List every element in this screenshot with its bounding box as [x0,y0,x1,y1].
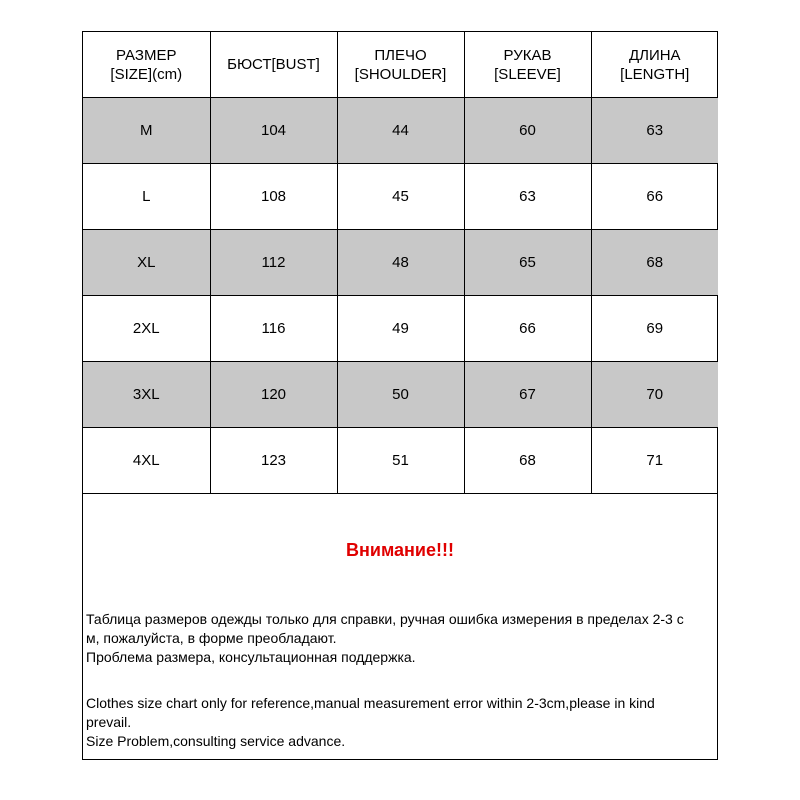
cell-shoulder: 48 [337,230,464,296]
cell-sleeve: 68 [464,428,591,494]
cell-length: 70 [591,362,718,428]
header-shoulder-ru: ПЛЕЧО [374,46,427,64]
header-sleeve-en: [SLEEVE] [494,65,561,83]
notice-en-line: Size Problem,consulting service advance. [86,733,346,749]
header-shoulder [337,32,464,98]
notice-en-line: prevail. [86,714,132,730]
cell-size: 4XL [83,428,210,494]
cell-size: 3XL [83,362,210,428]
warning-heading: Внимание!!! [346,540,454,560]
cell-shoulder: 49 [337,296,464,362]
cell-length: 69 [591,296,718,362]
size-table [83,32,718,494]
table-row [83,296,718,362]
cell-size: XL [83,230,210,296]
cell-length: 68 [591,230,718,296]
cell-size: M [83,98,210,164]
cell-sleeve: 63 [464,164,591,230]
cell-length: 66 [591,164,718,230]
header-size-en: [SIZE](cm) [110,65,183,83]
cell-shoulder: 51 [337,428,464,494]
table-row [83,362,718,428]
header-length-ru: ДЛИНА [628,46,681,64]
notice-text-en [86,694,714,751]
cell-bust: 120 [210,362,337,428]
cell-length: 63 [591,98,718,164]
size-chart-sheet [82,31,718,760]
header-sleeve [464,32,591,98]
cell-size: 2XL [83,296,210,362]
cell-bust: 108 [210,164,337,230]
notice-text-ru [86,610,714,667]
cell-shoulder: 45 [337,164,464,230]
cell-bust: 112 [210,230,337,296]
cell-sleeve: 65 [464,230,591,296]
cell-bust: 123 [210,428,337,494]
header-bust [210,32,337,98]
header-size [83,32,210,98]
header-length [591,32,718,98]
table-row [83,230,718,296]
cell-shoulder: 50 [337,362,464,428]
cell-bust: 116 [210,296,337,362]
cell-shoulder: 44 [337,98,464,164]
notice-en-line: Clothes size chart only for reference,manual measurement error within 2-3cm,please in kind [86,695,655,711]
cell-length: 71 [591,428,718,494]
notice-ru-line: Таблица размеров одежды только для справки, ручная ошибка измерения в пределах 2-3 с [86,611,684,627]
notice-section [83,494,717,759]
cell-sleeve: 67 [464,362,591,428]
cell-size: L [83,164,210,230]
table-row [83,164,718,230]
table-row [83,428,718,494]
cell-bust: 104 [210,98,337,164]
cell-sleeve: 66 [464,296,591,362]
cell-sleeve: 60 [464,98,591,164]
table-row [83,98,718,164]
header-bust-label: БЮСТ[BUST] [227,56,320,73]
header-shoulder-en: [SHOULDER] [354,65,447,83]
header-length-en: [LENGTH] [620,65,690,83]
table-header-row [83,32,718,98]
notice-ru-line: м, пожалуйста, в форме преобладают. [86,630,337,646]
notice-ru-line: Проблема размера, консультационная поддержка. [86,649,416,665]
header-sleeve-ru: РУКАВ [503,46,552,64]
header-size-ru: РАЗМЕР [116,46,177,64]
